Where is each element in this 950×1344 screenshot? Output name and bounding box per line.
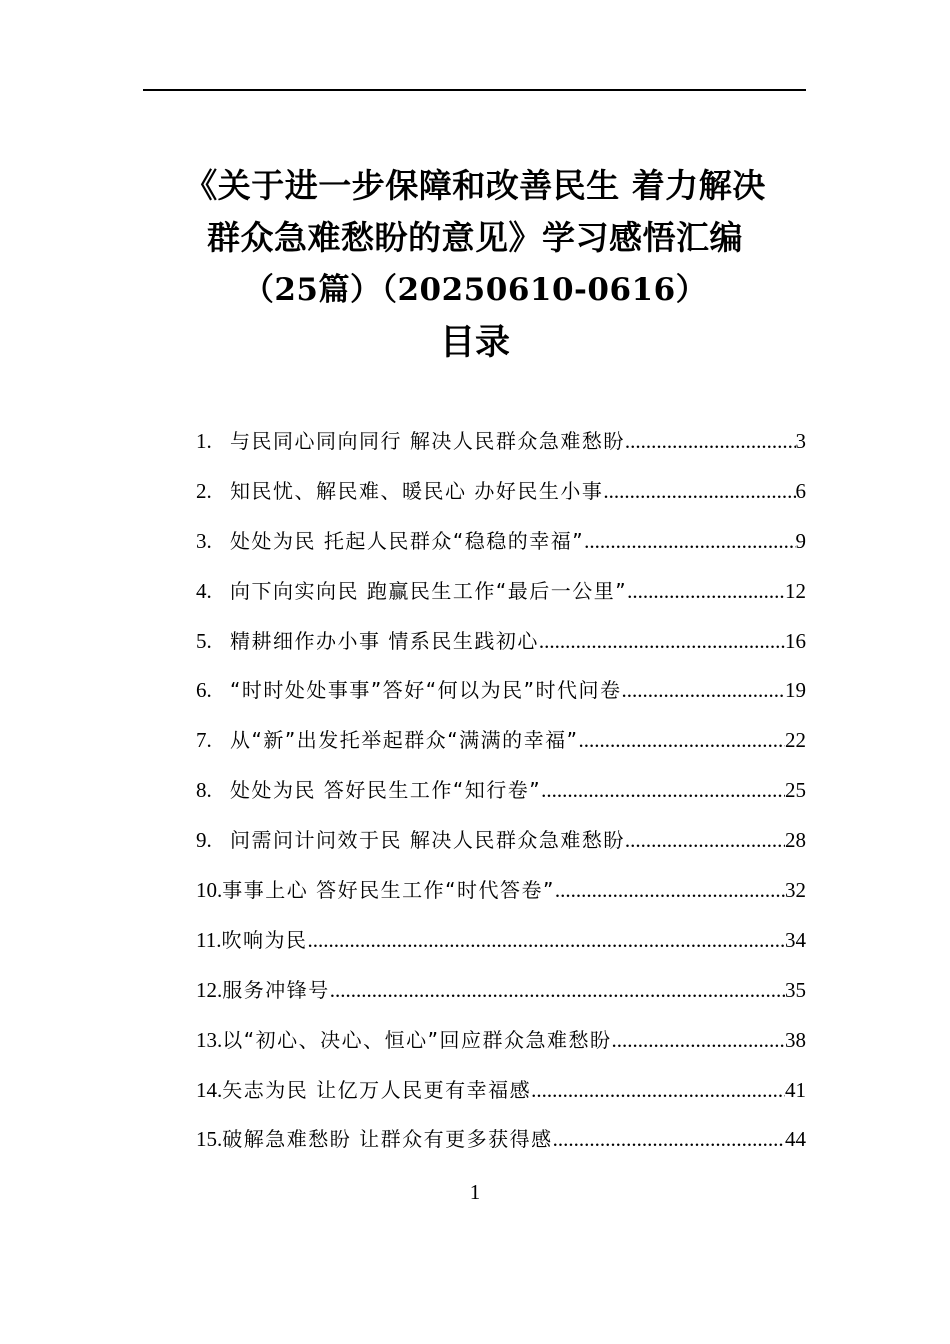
toc-entry-number: 8. xyxy=(196,778,212,803)
toc-leader-dots xyxy=(627,566,785,616)
toc-entry-page: 44 xyxy=(785,1127,806,1152)
toc-entry-page: 3 xyxy=(795,429,806,453)
toc-entry-page: 16 xyxy=(785,628,806,653)
toc-leader-dots xyxy=(555,865,785,915)
toc-entry-5[interactable] xyxy=(196,616,806,666)
toc-entry-number: 3. xyxy=(196,528,212,553)
toc-entry-page: 28 xyxy=(785,828,806,853)
toc-entry-page: 6 xyxy=(795,478,806,503)
toc-entry-number: 1. xyxy=(196,429,212,453)
toc-leader-dots xyxy=(603,466,795,516)
document-title-line-1: 《关于进一步保障和改善民生 着力解决 xyxy=(184,166,766,205)
toc-leader-dots xyxy=(621,665,785,715)
toc-entry-2[interactable] xyxy=(196,466,806,516)
toc-entry-title: 向下向实向民 跑赢民生工作“最后一公里” xyxy=(230,578,628,603)
toc-entry-number: 7. xyxy=(196,728,212,753)
toc-leader-dots xyxy=(578,715,785,765)
toc-entry-page: 41 xyxy=(785,1077,806,1102)
toc-entry-number: 11. xyxy=(196,927,222,952)
toc-leader-dots xyxy=(539,616,785,666)
toc-entry-page: 35 xyxy=(785,977,806,1002)
toc-leader-dots xyxy=(625,416,796,466)
toc-entry-12[interactable] xyxy=(196,965,806,1015)
toc-entry-number: 14. xyxy=(196,1077,223,1102)
toc-leader-dots xyxy=(553,1114,785,1164)
toc-leader-dots xyxy=(330,965,785,1015)
toc-entry-number: 4. xyxy=(196,578,212,603)
toc-entry-page: 9 xyxy=(795,528,806,553)
toc-entry-title: 事事上心 答好民生工作“时代答卷” xyxy=(222,878,555,903)
toc-entry-title: 从“新”出发托举起群众“满满的幸福” xyxy=(230,728,579,753)
toc-entry-number: 9. xyxy=(196,828,212,853)
document-title-block xyxy=(0,160,950,370)
toc-entry-title: 吹响为民 xyxy=(221,927,308,952)
toc-entry-number: 10. xyxy=(196,878,223,903)
document-title-line-3: （25篇）（20250610-0616） xyxy=(242,272,708,308)
toc-leader-dots xyxy=(625,815,785,865)
toc-entry-page: 38 xyxy=(785,1027,806,1052)
toc-heading: 目录 xyxy=(439,322,510,363)
toc-entry-page: 34 xyxy=(785,927,806,952)
toc-entry-number: 2. xyxy=(196,478,212,503)
toc-leader-dots xyxy=(584,516,795,566)
toc-entry-13[interactable] xyxy=(196,1015,806,1065)
toc-entry-title: 破解急难愁盼 让群众有更多获得感 xyxy=(222,1127,553,1152)
toc-entry-3[interactable] xyxy=(196,516,806,566)
toc-entry-10[interactable] xyxy=(196,865,806,915)
toc-entry-title: 处处为民 答好民生工作“知行卷” xyxy=(230,778,542,803)
toc-entry-title: 处处为民 托起人民群众“稳稳的幸福” xyxy=(230,528,585,553)
toc-entry-9[interactable] xyxy=(196,815,806,865)
toc-entry-title: 知民忧、解民难、暖民心 办好民生小事 xyxy=(230,478,604,503)
toc-entry-11[interactable] xyxy=(196,915,806,965)
toc-entry-number: 12. xyxy=(196,977,223,1002)
toc-entry-8[interactable] xyxy=(196,765,806,815)
page-number: 1 xyxy=(469,1180,481,1204)
toc-entry-page: 19 xyxy=(785,678,806,703)
toc-entry-title: 矢志为民 让亿万人民更有幸福感 xyxy=(222,1077,532,1102)
toc-entry-title: 精耕细作办小事 情系民生践初心 xyxy=(230,628,539,653)
toc-entry-title: 以“初心、决心、恒心”回应群众急难愁盼 xyxy=(222,1027,612,1052)
toc-entry-4[interactable] xyxy=(196,566,806,616)
toc-entry-number: 13. xyxy=(196,1027,223,1052)
toc-entry-title: 问需问计问效于民 解决人民群众急难愁盼 xyxy=(230,828,625,853)
toc-entry-page: 25 xyxy=(785,778,806,803)
toc-entry-title: 服务冲锋号 xyxy=(222,977,330,1002)
toc-entry-14[interactable] xyxy=(196,1065,806,1115)
toc-entry-number: 6. xyxy=(196,678,212,703)
toc-entry-page: 32 xyxy=(785,878,806,903)
toc-leader-dots xyxy=(611,1015,785,1065)
toc-entry-page: 22 xyxy=(785,728,806,753)
toc-entry-number: 15. xyxy=(196,1127,223,1152)
toc-entry-7[interactable] xyxy=(196,715,806,765)
table-of-contents xyxy=(196,416,806,1164)
toc-leader-dots xyxy=(307,915,785,965)
toc-entry-title: 与民同心同向同行 解决人民群众急难愁盼 xyxy=(230,429,625,453)
toc-entry-1[interactable] xyxy=(196,416,806,466)
toc-entry-number: 5. xyxy=(196,628,212,653)
header-rule xyxy=(143,89,806,91)
toc-leader-dots xyxy=(541,765,785,815)
toc-leader-dots xyxy=(531,1065,785,1115)
toc-entry-6[interactable] xyxy=(196,665,806,715)
toc-entry-page: 12 xyxy=(785,578,806,603)
document-title-line-2: 群众急难愁盼的意见》学习感悟汇编 xyxy=(207,218,743,257)
toc-entry-title: “时时处处事事”答好“何以为民”时代问卷 xyxy=(230,678,622,703)
toc-entry-15[interactable] xyxy=(196,1114,806,1164)
